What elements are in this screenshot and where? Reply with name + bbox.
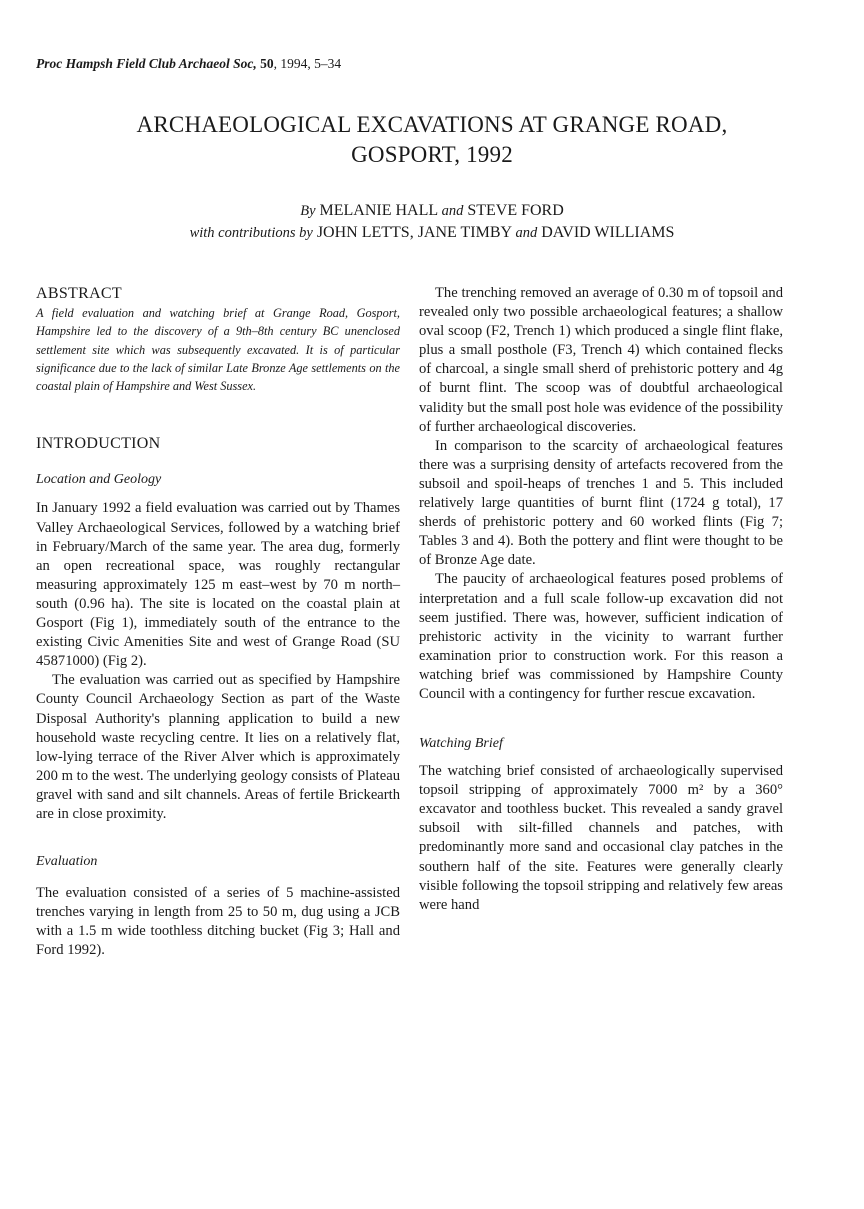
and-label-2: and bbox=[515, 225, 538, 241]
left-column bbox=[36, 284, 400, 960]
contributor-names: JOHN LETTS, JANE TIMBY bbox=[316, 224, 512, 241]
article-title bbox=[60, 110, 804, 170]
and-label: and bbox=[441, 203, 464, 219]
primary-authors bbox=[60, 200, 804, 222]
title-line-2: GOSPORT, 1992 bbox=[351, 142, 513, 167]
contributions-label: with contributions by bbox=[189, 225, 313, 241]
title-line-1: ARCHAEOLOGICAL EXCAVATIONS AT GRANGE ROAD, bbox=[136, 112, 728, 137]
volume-number: 50 bbox=[260, 56, 274, 71]
by-label: By bbox=[300, 203, 316, 219]
paucity-paragraph: The paucity of archaeological features posed problems of interpretation and a full scale follow-up excavation did not seem justified. There was, however, sufficient indication of prehistoric activity in the vicinity to warrant further examination prior to construction work. For this reason a watching brief was commissioned by Hampshire County Council with a contingency for further rescue excavation. bbox=[419, 571, 783, 702]
page-range: , 1994, 5–34 bbox=[273, 56, 342, 71]
journal-name: Proc Hampsh Field Club Archaeol Soc, bbox=[36, 56, 257, 71]
intro-paragraph-1: In January 1992 a field evaluation was carried out by Thames Valley Archaeological Services, followed by a watching brief in February/March of the same year. The area dug, formerly an open recreational space, was roughly rectangular measuring approximately 125 m east–west by 70 m north–south (0.96 ha). The site is located on the coastal plain at Gosport (Fig 1), immediately south of the entrance to the existing Civic Amenities Site and west of Grange Road (SU 45871000) (Fig 2). bbox=[36, 500, 400, 670]
journal-citation bbox=[36, 56, 341, 72]
watching-brief-heading: Watching Brief bbox=[419, 736, 503, 752]
trenching-paragraph: The trenching removed an average of 0.30 m of topsoil and revealed only two possible archaeological features; a shallow oval scoop (F2, Trench 1) which produced a single flint flake, plus a small posthole (F3, Trench 4) which contained flecks of charcoal, a single small sherd of prehistoric pottery and 4g of burnt flint. The scoop was of doubtful archaeological validity but the small post hole was evidence of the possibility of further archaeological discoveries. bbox=[419, 285, 783, 435]
artefacts-paragraph: In comparison to the scarcity of archaeological features there was a surprising density of artefacts recovered from the subsoil and spoil-heaps of trenches 1 and 5. This included relatively large quantities of burnt flint (1724 g total), 17 sherds of prehistoric pottery and 60 worked flints (Fig 7; Tables 3 and 4). Both the pottery and flint were thought to be of Bronze Age date. bbox=[419, 437, 783, 569]
location-geology-heading: Location and Geology bbox=[36, 472, 162, 488]
author-block bbox=[60, 200, 804, 244]
intro-paragraph-2: The evaluation was carried out as specified by Hampshire County Council Archaeology Section as part of the Waste Disposal Authority's planning application to build a new household waste recycling centre. It lies on a relatively flat, low-lying terrace of the River Alver which is approximately 200 m to the west. The underlying geology consists of Plateau gravel with sand and silt channels. Areas of fertile Brickearth are in close proximity. bbox=[36, 672, 400, 822]
evaluation-paragraph: The evaluation consisted of a series of 5 machine-assisted trenches varying in length from 25 to 50 m, dug using a JCB with a 1.5 m wide toothless ditching bucket (Fig 3; Hall and Ford 1992). bbox=[36, 885, 400, 959]
right-column bbox=[419, 284, 783, 915]
author-2: STEVE FORD bbox=[467, 202, 564, 219]
contributors bbox=[60, 222, 804, 244]
contributor-last: DAVID WILLIAMS bbox=[541, 224, 675, 241]
abstract-text: A field evaluation and watching brief at Grange Road, Gosport, Hampshire led to the discovery of a 9th–8th century BC unenclosed settlement site which was subsequently excavated. It is of particular significance due to the lack of similar Late Bronze Age settlements on the coastal plain of Hampshire and West Sussex. bbox=[36, 306, 400, 394]
abstract-heading: ABSTRACT bbox=[36, 285, 122, 302]
watching-brief-paragraph: The watching brief consisted of archaeologically supervised topsoil stripping of approximately 7000 m² by a 360° excavator and toothless bucket. This revealed a sandy gravel subsoil with silt-filled channels and patches, with predominantly more sand and occasional clay patches in the southern half of the site. Features were generally clearly visible following the topsoil stripping and relatively few areas were hand bbox=[419, 763, 783, 913]
author-1: MELANIE HALL bbox=[319, 202, 438, 219]
introduction-heading: INTRODUCTION bbox=[36, 435, 161, 453]
evaluation-heading: Evaluation bbox=[36, 854, 98, 870]
